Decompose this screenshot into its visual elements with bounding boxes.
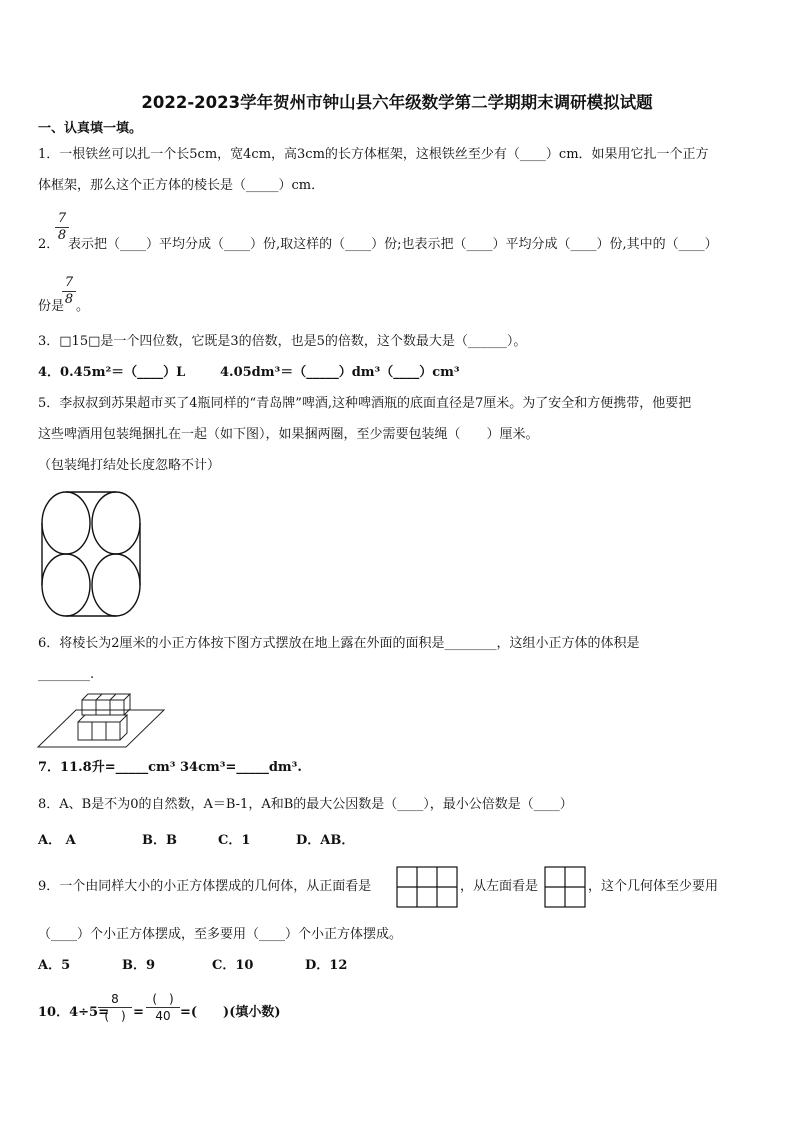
question-6-line-1: 6．将棱长为2厘米的小正方体按下图方式摆放在地上露在外面的面积是________，这组小正方体的体积是 — [38, 636, 640, 651]
q8-option-a: A． A — [38, 833, 76, 848]
question-5-line-2: 这些啤酒用包装绳捆扎在一起（如下图），如果捆两圈，至少需要包装绳（ ）厘米。 — [38, 427, 539, 442]
question-10-prefix: 10．4÷5= — [38, 1005, 109, 1020]
q9-option-a: A．5 — [38, 958, 71, 973]
fraction-denominator: 8 — [57, 228, 67, 243]
question-1-line-2: 体框架，那么这个正方体的棱长是（_____）cm． — [38, 178, 325, 193]
q9-option-c: C．10 — [212, 958, 254, 973]
fraction-numerator: 8 — [111, 992, 119, 1006]
q8-option-b: B．B — [142, 833, 177, 848]
fraction-denominator: 8 — [64, 292, 74, 307]
question-2-number: 2． — [38, 237, 60, 252]
cubes-on-ground-figure — [38, 690, 168, 750]
question-5-note: （包装绳打结处长度忽略不计） — [38, 458, 221, 473]
question-6-line-2: ________. — [38, 667, 95, 682]
q8-option-d: D．AB． — [296, 833, 355, 848]
fraction-numerator: 7 — [57, 211, 67, 226]
fraction-numerator: 7 — [64, 275, 74, 290]
question-1-line-1: 1．一根铁丝可以扎一个长5cm，宽4cm，高3cm的长方体框架，这根铁丝至少有（____）cm．如果用它扎一个正方 — [38, 147, 709, 162]
question-4-part-2: 4.05dm³＝（_____）dm³（____）cm³ — [220, 365, 460, 380]
question-4-part-1: 4．0.45m²＝（____）L — [38, 365, 186, 380]
front-view-figure — [396, 866, 458, 908]
question-5-line-1: 5．李叔叔到苏果超市买了4瓶同样的“青岛牌”啤酒,这种啤酒瓶的底面直径是7厘米。为了安全和方便携带，他要把 — [38, 396, 692, 411]
question-2-line-1: 表示把（____）平均分成（____）份,取这样的（____）份;也表示把（____）平均分成（____）份,其中的（____） — [68, 237, 718, 252]
question-8: 8．A、B是不为0的自然数，A＝B-1，A和B的最大公因数是（____），最小公倍数是（____） — [38, 797, 573, 812]
fraction-eight-over-blank — [98, 992, 132, 1023]
fraction-seven-eighths-2 — [62, 276, 76, 307]
question-2-line-2-end: 。 — [76, 299, 90, 314]
left-view-figure — [544, 866, 586, 908]
page-title: 2022-2023学年贺州市钟山县六年级数学第二学期期末调研模拟试题 — [141, 93, 653, 112]
q9-option-d: D．12 — [305, 958, 348, 973]
fraction-denominator: 40 — [155, 1009, 171, 1023]
question-7: 7．11.8升=_____cm³ 34cm³=_____dm³. — [38, 760, 302, 775]
fraction-seven-eighths — [55, 212, 69, 243]
fraction-blank-over-forty — [146, 992, 180, 1023]
question-10-suffix: =( )(填小数) — [180, 1005, 281, 1020]
question-2-line-2: 份是 — [38, 299, 65, 314]
fraction-numerator: ( ) — [152, 992, 174, 1006]
equals-sign: = — [133, 1005, 144, 1020]
question-9-part-2: ，从左面看是 — [460, 879, 539, 894]
section-heading: 一、认真填一填。 — [38, 121, 143, 136]
bottles-bundle-figure — [38, 488, 148, 618]
q8-option-c: C．1 — [218, 833, 251, 848]
question-9-line-2: （____）个小正方体摆成，至多要用（____）个小正方体摆成。 — [38, 927, 403, 942]
fraction-denominator: ( ) — [104, 1009, 126, 1023]
question-3: 3．□15□是一个四位数，它既是3的倍数，也是5的倍数，这个数最大是（______）。 — [38, 334, 527, 349]
question-9-part-1: 9．一个由同样大小的小正方体摆成的几何体，从正面看是 — [38, 879, 372, 894]
q9-option-b: B．9 — [122, 958, 156, 973]
question-9-part-3: ，这个几何体至少要用 — [588, 879, 719, 894]
